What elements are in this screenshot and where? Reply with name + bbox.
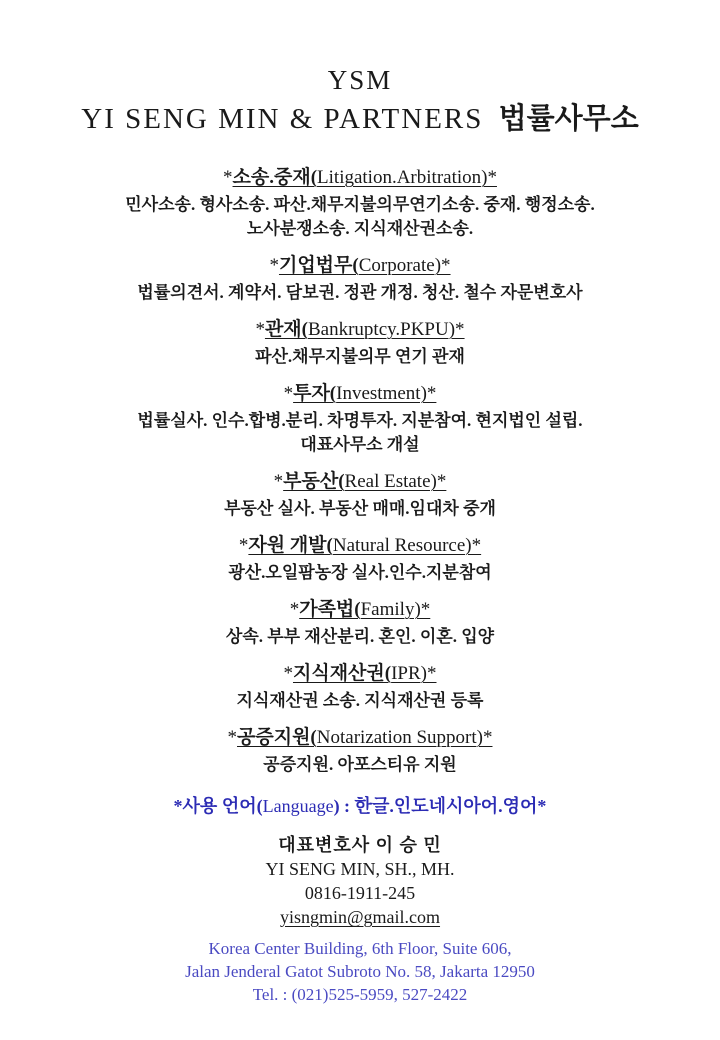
lawyer-name-english: YI SENG MIN, SH., MH. xyxy=(265,859,455,879)
heading-english: Litigation.Arbitration)* xyxy=(317,167,497,188)
section-corporate xyxy=(0,253,720,305)
address-line-2: Jalan Jenderal Gatot Subroto No. 58, Jakarta 12950 xyxy=(185,962,535,981)
section-litigation xyxy=(0,165,720,241)
heading-korean: 관재( xyxy=(264,319,308,340)
section-line: 법률실사. 인수.합병.분리. 차명투자. 지분참여. 현지법인 설립. xyxy=(137,411,583,430)
asterisk: * xyxy=(269,255,279,276)
heading-english: Corporate)* xyxy=(358,255,451,276)
language-label: Language xyxy=(262,796,334,816)
section-line: 노사분쟁소송. 지식재산권소송. xyxy=(246,219,474,238)
heading-korean: 가족법( xyxy=(299,599,361,620)
section-heading xyxy=(0,661,720,687)
heading-english: Investment)* xyxy=(336,383,437,404)
asterisk: * xyxy=(273,471,284,492)
section-bankruptcy xyxy=(0,317,720,369)
section-natural-resource xyxy=(0,533,720,585)
section-family xyxy=(0,597,720,649)
section-line: 광산.오일팜농장 실사.인수.지분참여 xyxy=(228,563,492,582)
contact-block xyxy=(0,833,720,929)
asterisk: * xyxy=(223,167,233,188)
heading-korean: 공증지원( xyxy=(237,727,317,748)
section-heading xyxy=(0,253,720,279)
address-block xyxy=(0,937,720,1006)
language-suffix: ) : 한글.인도네시아어.영어* xyxy=(333,796,547,816)
heading-english: Bankruptcy.PKPU)* xyxy=(307,319,465,340)
phone-number: 0816-1911-245 xyxy=(304,883,416,903)
firm-title-english: YI SENG MIN & PARTNERS xyxy=(81,103,484,135)
heading-english: IPR)* xyxy=(391,663,437,684)
heading-korean: 자원 개발( xyxy=(248,535,333,556)
section-notarization xyxy=(0,725,720,777)
firm-title xyxy=(0,98,720,140)
heading-korean: 기업법무( xyxy=(278,255,359,276)
section-line: 상속. 부부 재산분리. 혼인. 이혼. 입양 xyxy=(225,627,495,646)
section-line: 대표사무소 개설 xyxy=(300,435,420,454)
heading-english: Notarization Support)* xyxy=(316,727,493,748)
asterisk: * xyxy=(227,727,238,748)
asterisk: * xyxy=(289,599,300,620)
section-line: 부동산 실사. 부동산 매매.임대차 중개 xyxy=(224,499,496,518)
section-line: 법률의견서. 계약서. 담보권. 정관 개정. 청산. 철수 자문변호사 xyxy=(137,283,583,302)
heading-english: Natural Resource)* xyxy=(332,535,482,556)
heading-english: Family)* xyxy=(360,599,431,620)
asterisk: * xyxy=(238,535,249,556)
section-line: 파산.채무지불의무 연기 관재 xyxy=(255,347,465,366)
heading-korean: 투자( xyxy=(293,383,337,404)
lawyer-name-korean: 대표변호사 이 승 민 xyxy=(278,835,442,855)
section-line: 지식재산권 소송. 지식재산권 등록 xyxy=(236,691,484,710)
asterisk: * xyxy=(283,383,294,404)
heading-english: Real Estate)* xyxy=(344,471,447,492)
heading-korean: 부동산( xyxy=(283,471,345,492)
section-heading xyxy=(0,597,720,623)
email-link[interactable]: yisngmin@gmail.com xyxy=(279,907,441,927)
section-heading xyxy=(0,381,720,407)
section-line: 공증지원. 아포스티유 지원 xyxy=(263,755,457,774)
firm-title-korean: 법률사무소 xyxy=(498,103,639,135)
language-line xyxy=(0,793,720,819)
section-heading xyxy=(0,533,720,559)
address-line-1: Korea Center Building, 6th Floor, Suite 606, xyxy=(208,939,512,958)
section-real-estate xyxy=(0,469,720,521)
section-heading xyxy=(0,725,720,751)
firm-abbreviation: YSM xyxy=(327,65,393,95)
section-heading xyxy=(0,317,720,343)
section-heading xyxy=(0,469,720,495)
heading-korean: 지식재산권( xyxy=(292,663,392,684)
telephone-line: Tel. : (021)525-5959, 527-2422 xyxy=(252,985,468,1004)
section-investment xyxy=(0,381,720,457)
section-line: 민사소송. 형사소송. 파산.채무지불의무연기소송. 중재. 행정소송. xyxy=(125,195,595,214)
asterisk: * xyxy=(255,319,265,340)
section-heading xyxy=(0,165,720,191)
heading-korean: 소송.중재( xyxy=(232,167,318,188)
section-ipr xyxy=(0,661,720,713)
language-prefix: *사용 언어( xyxy=(173,796,263,816)
asterisk: * xyxy=(283,663,293,684)
